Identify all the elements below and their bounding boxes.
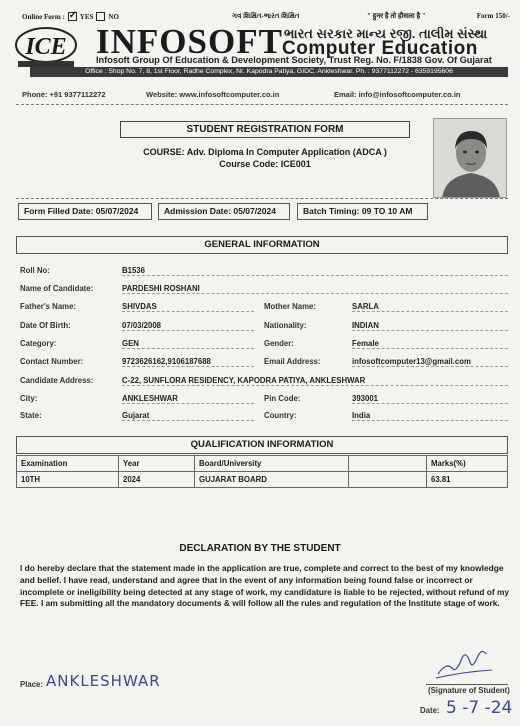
column-header: Examination <box>17 456 119 472</box>
form-title: STUDENT REGISTRATION FORM <box>120 121 410 138</box>
course-name: COURSE: Adv. Diploma In Computer Application (ADCA ) <box>143 147 387 157</box>
dob-label: Date Of Birth: <box>20 321 71 330</box>
no-checkbox[interactable] <box>96 12 105 21</box>
hindi-quote: " हुनर है तो हौसला है " <box>367 12 426 20</box>
city-value: ANKLESHWAR <box>122 394 254 404</box>
divider <box>16 198 508 199</box>
qualification-table <box>16 455 508 488</box>
admission-date: Admission Date: 05/07/2024 <box>158 203 290 220</box>
column-header: Marks(%) <box>427 456 508 472</box>
society-line: Infosoft Group Of Education & Development Society, Trust Reg. No. F/1838 Gov. Of Gujarat <box>96 55 492 65</box>
dob-value: 07/03/2008 <box>122 321 254 331</box>
email-value: infosoftcomputer13@gmail.com <box>352 357 508 367</box>
email-text: Email: info@infosoftcomputer.co.in <box>334 90 461 99</box>
pincode-value: 393001 <box>352 394 508 404</box>
divider <box>16 104 508 105</box>
address-value: C-22, SUNFLORA RESIDENCY, KAPODRA PATIYA, ANKLESHWAR <box>122 376 508 386</box>
date-handwritten: 5 -7 -24 <box>446 698 513 718</box>
batch-timing: Batch Timing: 09 TO 10 AM <box>297 203 428 220</box>
address-label: Candidate Address: <box>20 376 94 385</box>
table-cell <box>349 472 427 488</box>
online-form-options <box>22 12 119 21</box>
qualification-heading: QUALIFICATION INFORMATION <box>16 436 508 454</box>
contact-label: Contact Number: <box>20 357 84 366</box>
website-text: Website: www.infosoftcomputer.co.in <box>146 90 280 99</box>
father-label: Father's Name: <box>20 302 77 311</box>
roll-label: Roll No: <box>20 266 50 275</box>
state-value: Gujarat <box>122 411 254 421</box>
name-value: PARDESHI ROSHANI <box>122 284 508 294</box>
email-label: Email Address: <box>264 357 321 366</box>
pincode-label: Pin Code: <box>264 394 301 403</box>
signature-label: (Signature of Student) <box>428 686 510 695</box>
phone-text: Phone: +91 9377112272 <box>22 90 106 99</box>
nationality-value: INDIAN <box>352 321 508 331</box>
online-form-label: Online Form : <box>22 12 65 21</box>
place-handwritten: ANKLESHWAR <box>46 672 161 690</box>
mother-label: Mother Name: <box>264 302 316 311</box>
declaration-title: DECLARATION BY THE STUDENT <box>179 543 341 554</box>
table-cell: 63.81 <box>427 472 508 488</box>
date-label: Date: <box>420 706 440 715</box>
nationality-label: Nationality: <box>264 321 307 330</box>
name-label: Name of Candidate: <box>20 284 94 293</box>
student-signature <box>432 644 496 684</box>
course-code: Course Code: ICE001 <box>219 159 311 169</box>
brand-name: INFOSOFT <box>96 22 283 61</box>
country-value: India <box>352 411 508 421</box>
ice-logo <box>14 25 78 69</box>
column-header <box>349 456 427 472</box>
no-label: NO <box>108 12 119 21</box>
hindi-tagline: ગવ શિક્ષિત-ભારત શિક્ષિત <box>232 12 300 20</box>
course-info <box>100 146 430 170</box>
gender-label: Gender: <box>264 339 294 348</box>
column-header: Year <box>119 456 195 472</box>
table-row <box>17 472 508 488</box>
table-header-row <box>17 456 508 472</box>
roll-value: B1536 <box>122 266 508 276</box>
table-cell: GUJARAT BOARD <box>195 472 349 488</box>
form-fee: Form 150/- <box>476 12 510 20</box>
city-label: City: <box>20 394 38 403</box>
table-cell: 10TH <box>17 472 119 488</box>
computer-education-title: Computer Education <box>282 38 478 59</box>
yes-label: YES <box>79 12 94 21</box>
place-label: Place: <box>20 680 43 689</box>
column-header: Board/University <box>195 456 349 472</box>
category-value: GEN <box>122 339 254 349</box>
logo-text: ICE <box>25 34 67 60</box>
signature-line <box>426 684 508 685</box>
gujarati-title: ભારત સરકાર માન્ય રજી. તાલીમ સંસ્થા <box>284 26 488 41</box>
father-value: SHIVDAS <box>122 302 254 312</box>
state-label: State: <box>20 411 42 420</box>
student-photo <box>433 118 507 198</box>
gender-value: Female <box>352 339 508 349</box>
form-filled-date: Form Filled Date: 05/07/2024 <box>18 203 152 220</box>
general-info-heading: GENERAL INFORMATION <box>16 236 508 254</box>
category-label: Category: <box>20 339 57 348</box>
mother-value: SARLA <box>352 302 508 312</box>
declaration-text: I do hereby declare that the statement made in the application are true, complete and correct to the best of my knowledge and belief. I have read, understand and agree that in the event of any information being found false or incorrect or incomplete or ineligibility being detected at any stage of work, my candidature is liable to be rejected, without refund of my FEE. I am submitting all the mandatory documents & will follow all the rules and regulation of the Institute stage of work. <box>20 563 510 609</box>
table-cell: 2024 <box>119 472 195 488</box>
office-address-bar: Office : Shop No. 7, 8, 1st Floor, Radhe Complex, Nr. Kapodra Patiya, GIDC, Ankleshwar. Ph. : 9377112272 - 6359195606 <box>30 67 508 77</box>
yes-checkbox[interactable] <box>68 12 77 21</box>
country-label: Country: <box>264 411 297 420</box>
contact-value: 9723626162,9106187688 <box>122 357 254 367</box>
